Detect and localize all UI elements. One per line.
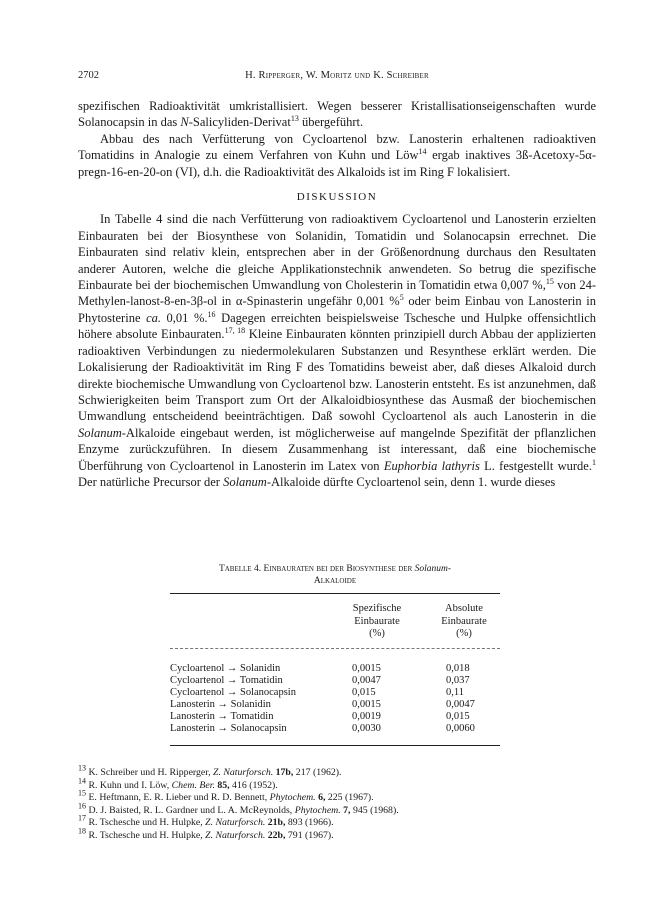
ref-pages: 416 (1952). [229, 779, 278, 791]
ref-volume: 21b, [265, 817, 286, 829]
specific-rate: 0,0047 [352, 675, 381, 686]
reference-16 [78, 801, 596, 818]
column-header-absolute [424, 603, 504, 641]
text-run: N [180, 115, 189, 130]
ref-volume: 7, [340, 804, 351, 816]
paragraph-1 [78, 98, 596, 131]
ref-authors: R. Tschesche und H. Hulpke, [86, 829, 206, 841]
ref-journal: Z. Naturforsch. [213, 767, 274, 778]
text-run: Dagegen erreichten beispielsweise Tschesche und Hulpke offensichtlich höhere absolute Einbauraten. [78, 310, 596, 342]
row-label: Lanosterin → Tomatidin [170, 711, 274, 722]
absolute-rate: 0,018 [446, 663, 470, 674]
ref-journal: Phytochem. [294, 804, 341, 816]
ref-volume: 22b, [265, 829, 286, 841]
ref-authors: R. Kuhn und I. Löw, [86, 779, 172, 791]
specific-rate: 0,0030 [352, 723, 381, 734]
text-run: -Alkaloide eingebaut werden, ist möglicherweise auf mangelnde Spezifität der pflanzlichen Enzyme zurückzuführen. In diesem Zusammenhang ist interessant, daß eine biochemische Überführung von Cycloartenol in Lanosterin im Latex von [78, 425, 596, 473]
ref-number: 14 [78, 776, 86, 786]
row-label: Cycloartenol → Solanocapsin [170, 687, 296, 698]
text-run: Solanum [78, 425, 122, 440]
ref-pages: 225 (1967). [325, 792, 374, 804]
text-run: -Alkaloide dürfte Cycloartenol sein, denn 1. wurde dieses [266, 474, 556, 489]
ref-authors: K. Schreiber und H. Ripperger, [86, 767, 214, 778]
header-line: Einbaurate [441, 615, 487, 627]
ref-number: 15 [78, 788, 86, 798]
table-row [170, 675, 500, 687]
ref-pages: 893 (1966). [285, 817, 334, 829]
table-row [170, 687, 500, 699]
text-run: Der natürliche Precursor der [78, 474, 224, 489]
header-line: (%) [456, 628, 472, 639]
caption-text: Solanum- [414, 564, 452, 574]
footnotes [78, 763, 596, 843]
text-run: ergab inaktives 3ß-Acetoxy-5α-pregn-16-en-20-on (VI), d.h. die Radioaktivität des Alkaloids ist im Ring F lokalisiert. [78, 148, 597, 179]
absolute-rate: 0,0047 [446, 699, 475, 710]
citation-15: 15 [545, 276, 554, 286]
ref-pages: 945 (1968). [350, 804, 399, 816]
citation-17-18: 17, 18 [224, 326, 246, 336]
section-heading: DISKUSSION [296, 191, 378, 204]
table-header-rule [170, 648, 500, 649]
text-run: Abbau des nach Verfütterung von Cycloartenol bzw. Lanosterin erhaltenen radioaktiven Tomatidins in Analogie zu einem Verfahren von Kuhn und Löw [78, 131, 596, 163]
page-number: 2702 [78, 70, 99, 81]
reference-14 [78, 776, 596, 793]
text-run: von 24-Methylen-lanost-8-en-3β-ol in α-Spinasterin ungefähr 0,001 % [78, 278, 597, 309]
ref-authors: R. Tschesche und H. Hulpke, [86, 817, 206, 829]
specific-rate: 0,0019 [352, 711, 381, 722]
text-run: -Salicyliden-Derivat [188, 115, 291, 130]
specific-rate: 0,015 [352, 687, 376, 698]
page-header [78, 70, 596, 84]
citation-16: 16 [207, 309, 216, 319]
header-line: (%) [369, 628, 385, 639]
caption-text: Alkaloide [313, 576, 357, 586]
ref-volume: 6, [315, 792, 326, 804]
citation-14: 14 [418, 147, 427, 157]
table-bottom-rule [170, 745, 500, 746]
ref-number: 17 [78, 814, 86, 824]
ref-pages: 217 (1962). [293, 767, 342, 778]
ref-authors: E. Heftmann, E. R. Lieber und R. D. Bennett, [86, 792, 270, 804]
row-label: Lanosterin → Solanidin [170, 699, 271, 710]
citation-5: 5 [399, 293, 404, 303]
citation-13: 13 [290, 114, 299, 124]
header-line: Einbaurate [354, 615, 400, 627]
header-line: Absolute [445, 603, 483, 614]
row-label: Lanosterin → Solanocapsin [170, 723, 287, 734]
ref-pages: 791 (1967). [285, 829, 334, 841]
specific-rate: 0,0015 [352, 699, 381, 710]
table-row [170, 711, 500, 723]
citation-1: 1 [591, 457, 596, 467]
text-run: L. festgestellt wurde. [479, 458, 592, 473]
body-text [78, 98, 596, 490]
text-run: Solanum [223, 474, 267, 489]
absolute-rate: 0,0060 [446, 723, 475, 734]
ref-volume: 17b, [273, 767, 294, 778]
text-run: 0,01 %. [161, 310, 208, 325]
reference-18 [78, 826, 596, 843]
table-row [170, 723, 500, 735]
paragraph-2 [78, 131, 596, 180]
text-run: übergeführt. [298, 115, 364, 130]
absolute-rate: 0,037 [446, 675, 470, 686]
ref-journal: Z. Naturforsch. [205, 817, 266, 829]
reference-17 [78, 814, 596, 830]
row-label: Cycloartenol → Solanidin [170, 663, 281, 674]
absolute-rate: 0,015 [446, 711, 470, 722]
ref-journal: Z. Naturforsch. [205, 829, 266, 841]
caption-text: Tabelle 4. Einbauraten bei der Biosynthese der [218, 564, 415, 574]
text-run: In Tabelle 4 sind die nach Verfütterung von radioaktivem Cycloartenol und Lanosterin erzielten Einbauraten bei der Biosynthese von Solanidin, Tomatidin und Solanocapsin errechnet. Die Einbauraten sind relativ klein, entsprechen aber in der Größenordnung durchaus den Resultaten anderer Autoren, welche die gleiche Applikationstechnik anwendeten. So betrug die spezifische Einbaurate bei der biochemischen Umwandlung von Cholesterin in Tomatidin etwa 0,007 %, [78, 212, 596, 293]
text-run: oder beim Einbau von Lanosterin in Phytosterine [78, 294, 596, 325]
ref-number: 16 [78, 801, 86, 811]
ref-journal: Chem. Ber. [171, 779, 215, 791]
absolute-rate: 0,11 [446, 687, 464, 698]
ref-volume: 85, [214, 779, 230, 791]
table-caption [170, 563, 500, 587]
text-run: Euphorbia lathyris [383, 458, 480, 473]
table-row [170, 699, 500, 711]
ref-number: 18 [78, 826, 86, 836]
ref-authors: D. J. Baisted, R. L. Gardner und L. A. McReynolds, [86, 804, 295, 816]
ref-number: 13 [78, 763, 86, 773]
table-row [170, 663, 500, 675]
reference-15 [78, 788, 596, 805]
row-label: Cycloartenol → Tomatidin [170, 675, 283, 686]
text-run: Kleine Einbauraten könnten prinzipiell durch Abbau der applizierten radioaktiven Verbindungen zu niedermolekularen Substanzen und Resynthese erklärt werden. Die Lokalisierung der Radioaktivität im Ring F des Tomatidins beweist aber, daß dieses Alkaloid durch direkte biochemische Umwandlung von Cycloartenol bzw. Lanosterin entsteht. Es ist anzunehmen, daß Schwierigkeiten beim Transport zum Ort der Alkaloidbiosynthese das Ausmaß der biochemischen Umwandlung entscheidend beeinträchtigen. Daß sowohl Cycloartenol als auch Lanosterin in die [78, 327, 597, 424]
text-run: spezifischen Radioaktivität umkristallisiert. Wegen besserer Kristallisationseigenschaften wurde Solanocapsin in das [78, 99, 596, 130]
running-head: H. Ripperger, W. Moritz und K. Schreiber [245, 70, 429, 81]
paragraph-3 [78, 211, 596, 490]
specific-rate: 0,0015 [352, 663, 381, 674]
ref-journal: Phytochem. [269, 792, 316, 804]
text-run: ca. [146, 310, 161, 325]
reference-13 [78, 763, 596, 780]
column-header-specific [337, 603, 417, 641]
header-line: Spezifische [352, 603, 402, 614]
table-top-rule [170, 593, 500, 594]
